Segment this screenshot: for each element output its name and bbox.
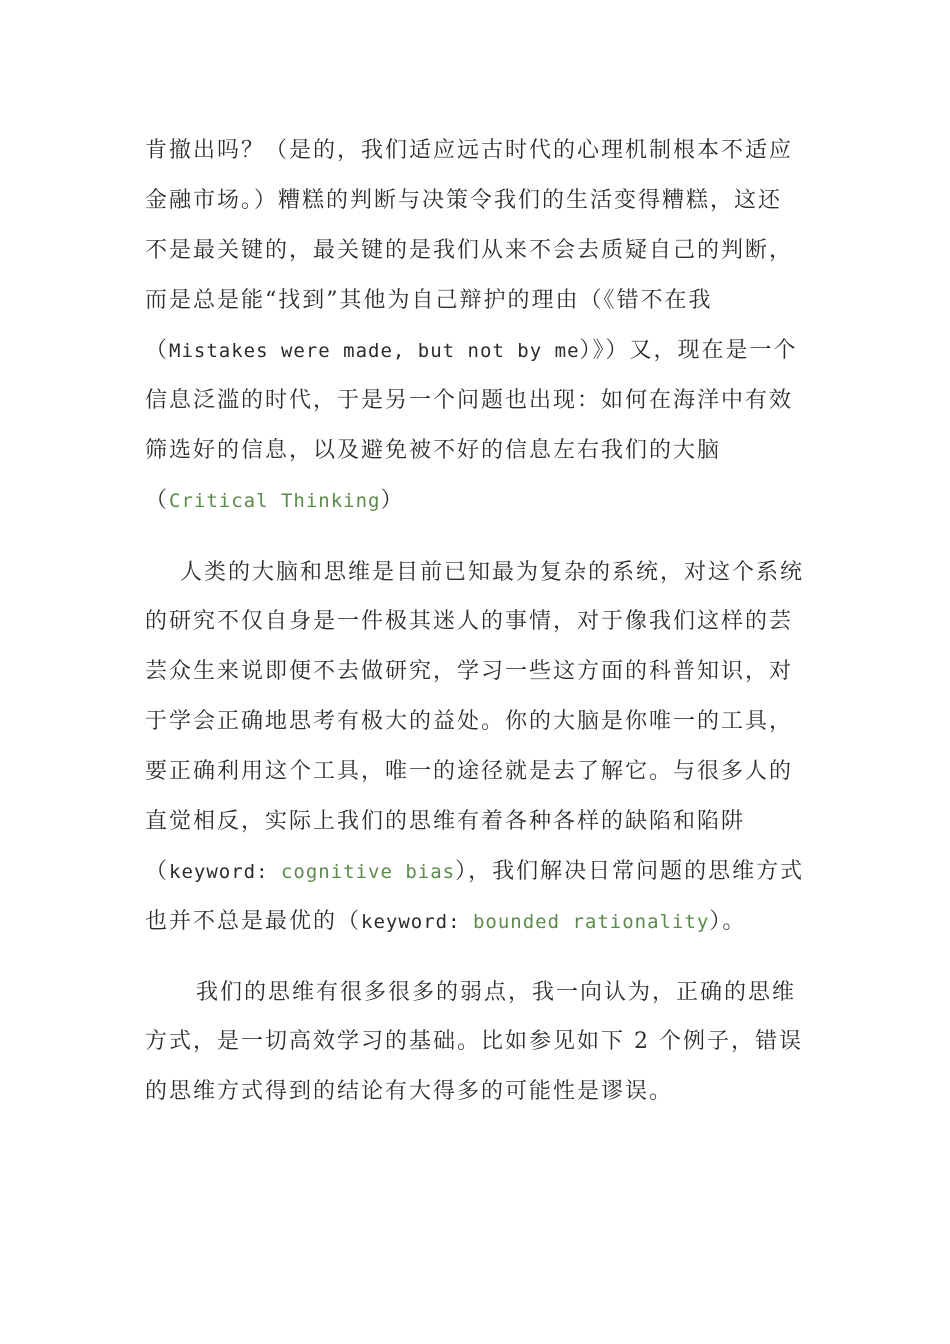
close-paren: ） [380, 488, 405, 513]
p2-line-8-head: 也并不总是最优的（ [145, 909, 362, 934]
p1-line-5-tail: ）》）又，现在是一个 [579, 338, 798, 363]
keyword-label: keyword: [169, 861, 281, 883]
critical-thinking-link[interactable]: Critical Thinking [169, 490, 381, 512]
open-paren: （ [145, 859, 170, 884]
p2-line-8-tail: ）。 [709, 909, 747, 934]
p2-line-7-tail: ），我们解决日常问题的思维方式 [455, 859, 805, 884]
bounded-rationality-link[interactable]: bounded rationality [472, 911, 710, 933]
p3-line-1: 我们的思维有很多很多的弱点，我一向认为，正确的思维 [196, 980, 797, 1005]
p1-line-5 [145, 337, 798, 365]
p2-line-3: 芸众生来说即便不去做研究，学习一些这方面的科普知识，对 [145, 659, 794, 684]
p1-line-1: 肯撤出吗？（是的，我们适应远古时代的心理机制根本不适应 [145, 138, 794, 163]
p2-line-2: 的研究不仅自身是一件极其迷人的事情，对于像我们这样的芸 [145, 609, 794, 634]
p2-line-7 [145, 858, 804, 886]
p1-line-2: 金融市场。）糟糕的判断与决策令我们的生活变得糟糕，这还 [145, 188, 783, 213]
open-paren: （ [145, 338, 170, 363]
p3-line-3: 的思维方式得到的结论有大得多的可能性是谬误。 [145, 1079, 674, 1104]
open-paren: （ [145, 488, 170, 513]
p2-line-5: 要正确利用这个工具，唯一的途径就是去了解它。与很多人的 [145, 759, 794, 784]
p2-line-6: 直觉相反，实际上我们的思维有着各种各样的缺陷和陷阱 [145, 809, 746, 834]
p2-line-8 [145, 908, 746, 936]
p3-line-2: 方式，是一切高效学习的基础。比如参见如下 2 个例子，错误 [145, 1029, 803, 1054]
p2-line-4: 于学会正确地思考有极大的益处。你的大脑是你唯一的工具， [145, 709, 794, 734]
p1-line-4: 而是总是能“找到”其他为自己辩护的理由（《错不在我 [145, 288, 713, 313]
p2-line-1: 人类的大脑和思维是目前已知最为复杂的系统，对这个系统 [180, 560, 805, 585]
p1-line-7: 筛选好的信息，以及避免被不好的信息左右我们的大脑 [145, 438, 722, 463]
keyword-label: keyword: [361, 911, 473, 933]
p1-line-3: 不是最关键的，最关键的是我们从来不会去质疑自己的判断， [145, 238, 794, 263]
cognitive-bias-link[interactable]: cognitive bias [280, 861, 456, 883]
book-title-english: Mistakes were made, but not by me [169, 340, 580, 362]
p1-line-8 [145, 487, 405, 515]
p1-line-6: 信息泛滥的时代，于是另一个问题也出现：如何在海洋中有效 [145, 388, 794, 413]
